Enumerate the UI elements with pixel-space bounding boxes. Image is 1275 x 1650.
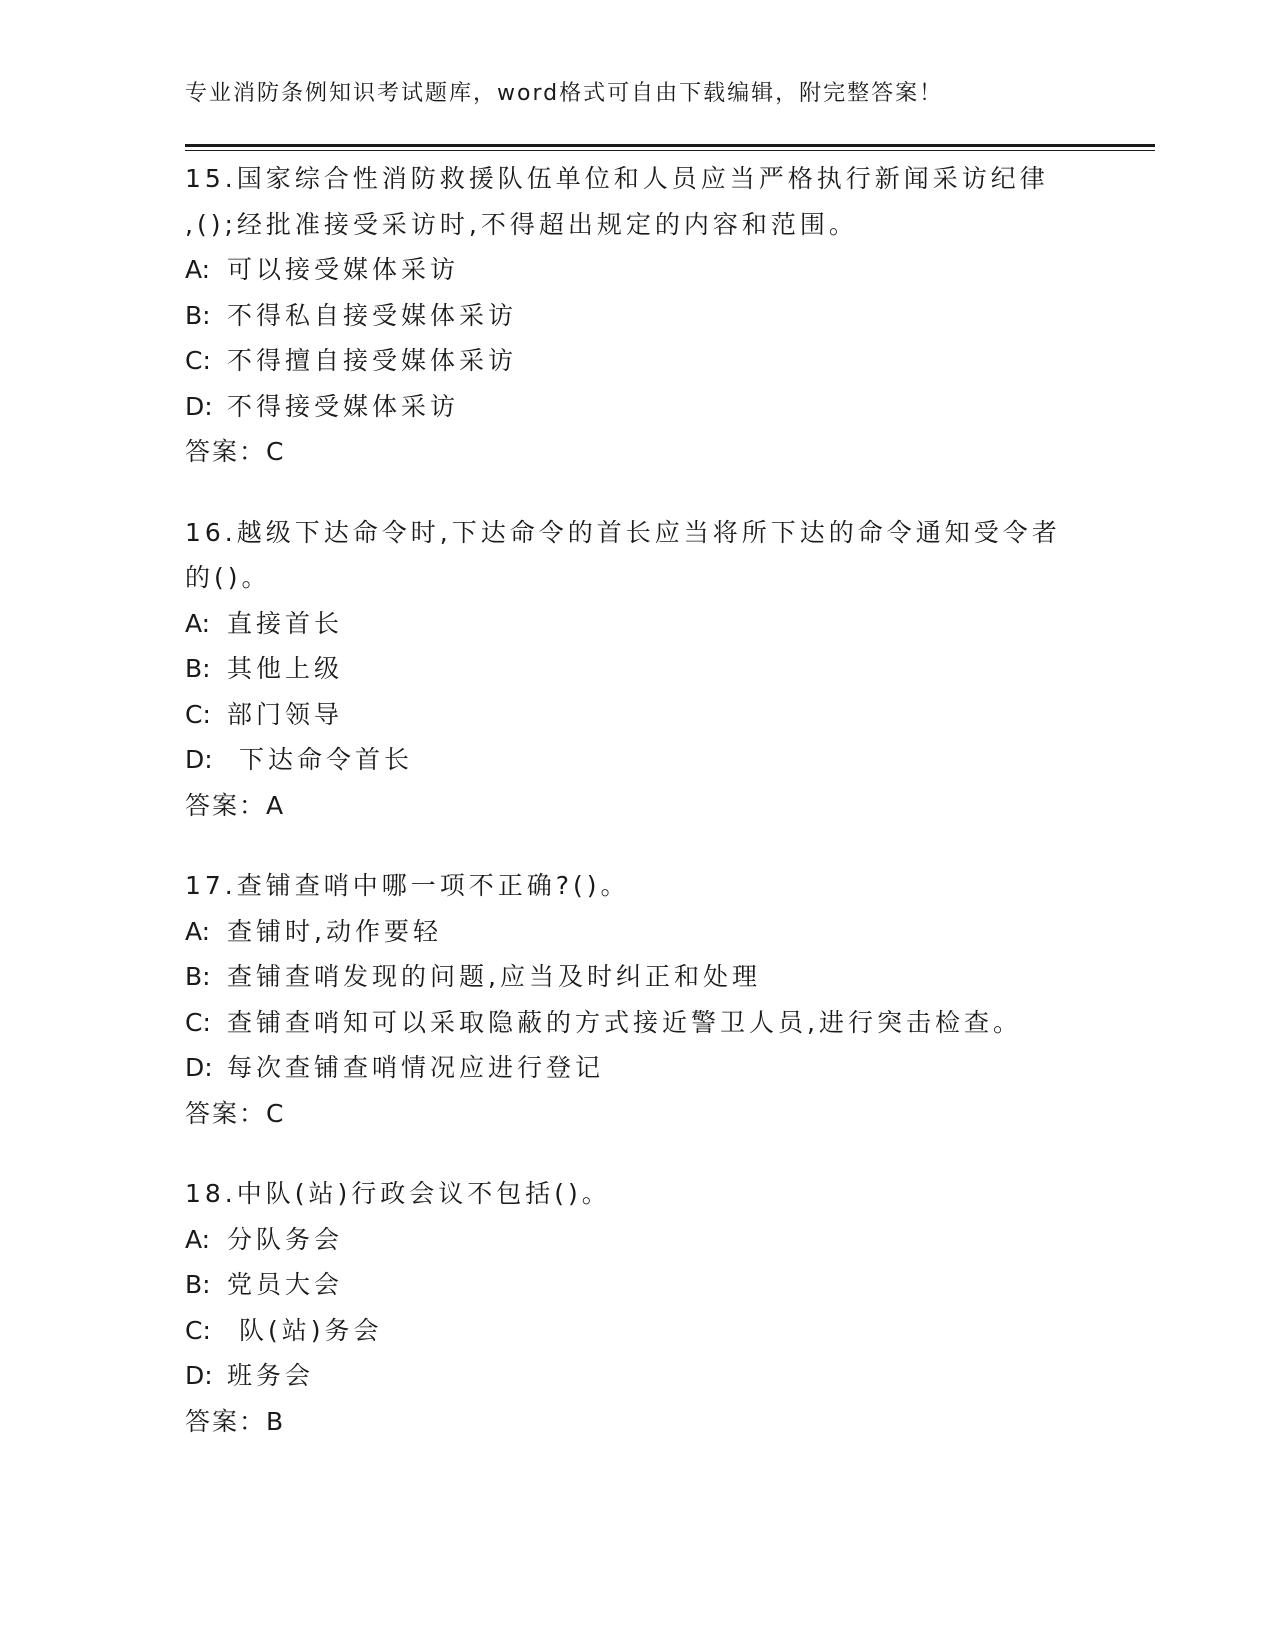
option-label: A:: [185, 1224, 211, 1254]
question-stem: [185, 863, 1115, 909]
question-stem-line: 的()。: [185, 563, 271, 592]
option-label: D:: [185, 391, 213, 421]
option-text: 部门领导: [227, 699, 344, 729]
page-header: 专业消防条例知识考试题库，word格式可自由下载编辑，附完整答案！: [185, 81, 944, 106]
header-rule-thin: [185, 150, 1155, 151]
option-text: 直接首长: [227, 608, 344, 638]
question-stem-line: 17.查铺查哨中哪一项不正确?()。: [185, 871, 630, 900]
option-label: D:: [185, 1361, 213, 1390]
question-block: [185, 156, 1115, 475]
answer-key: 答案：A: [185, 790, 286, 820]
option-label: A:: [185, 608, 211, 638]
question-stem: [185, 1171, 1115, 1217]
header-rule-thick: [185, 144, 1155, 147]
answer-option: [185, 1353, 1115, 1399]
option-text: 其他上级: [227, 654, 344, 683]
option-label: B:: [185, 962, 211, 991]
question-stem-line: 16.越级下达命令时,下达命令的首长应当将所下达的命令通知受令者: [185, 517, 1061, 547]
option-text: 查铺查哨知可以采取隐蔽的方式接近警卫人员,进行突击检查。: [227, 1007, 1022, 1037]
answer-option: [185, 909, 1115, 955]
answer-option: [185, 1308, 1115, 1354]
question-stem-line: 18.中队(站)行政会议不包括()。: [185, 1179, 611, 1208]
question-list: [185, 156, 1115, 1479]
answer-option: [185, 1217, 1115, 1263]
answer-option: [185, 601, 1115, 647]
option-text: 队(站)务会: [227, 1315, 383, 1345]
option-text: 不得擅自接受媒体采访: [227, 346, 518, 375]
option-label: C:: [185, 699, 211, 729]
option-label: B:: [185, 654, 211, 683]
answer-option: [185, 1000, 1115, 1046]
answer-option: [185, 954, 1115, 1000]
answer-key: 答案：C: [185, 1098, 286, 1128]
option-text: 可以接受媒体采访: [227, 255, 460, 284]
option-label: A:: [185, 255, 211, 284]
option-text: 下达命令首长: [227, 745, 413, 774]
option-text: 查铺查哨发现的问题,应当及时纠正和处理: [227, 962, 761, 991]
option-text: 分队务会: [227, 1224, 344, 1254]
question-stem-line: 15.国家综合性消防救援队伍单位和人员应当严格执行新闻采访纪律: [185, 164, 1049, 193]
answer-option: [185, 1262, 1115, 1308]
question-block: [185, 510, 1115, 829]
answer-option: [185, 293, 1115, 339]
question-stem: [185, 156, 1115, 247]
option-text: 党员大会: [227, 1270, 344, 1299]
option-label: B:: [185, 300, 211, 330]
question-block: [185, 1171, 1115, 1444]
option-label: D:: [185, 745, 213, 774]
answer-option: [185, 737, 1115, 783]
option-label: B:: [185, 1270, 211, 1299]
question-block: [185, 863, 1115, 1136]
option-label: D:: [185, 1053, 213, 1082]
answer-option: [185, 1045, 1115, 1091]
option-text: 每次查铺查哨情况应进行登记: [227, 1053, 605, 1082]
answer-option: [185, 692, 1115, 738]
option-text: 不得私自接受媒体采访: [227, 300, 518, 330]
answer-option: [185, 338, 1115, 384]
answer-option: [185, 646, 1115, 692]
option-label: C:: [185, 346, 211, 375]
option-text: 不得接受媒体采访: [227, 391, 460, 421]
option-label: C:: [185, 1007, 211, 1037]
option-text: 查铺时,动作要轻: [227, 916, 442, 946]
option-label: A:: [185, 916, 211, 946]
question-stem: [185, 510, 1115, 601]
answer-key: 答案：C: [185, 437, 286, 466]
answer-key: 答案：B: [185, 1406, 286, 1436]
option-label: C:: [185, 1315, 211, 1345]
answer-option: [185, 247, 1115, 293]
question-stem-line: ,();经批准接受采访时,不得超出规定的内容和范围。: [185, 209, 858, 239]
option-text: 班务会: [227, 1361, 315, 1390]
answer-option: [185, 384, 1115, 430]
